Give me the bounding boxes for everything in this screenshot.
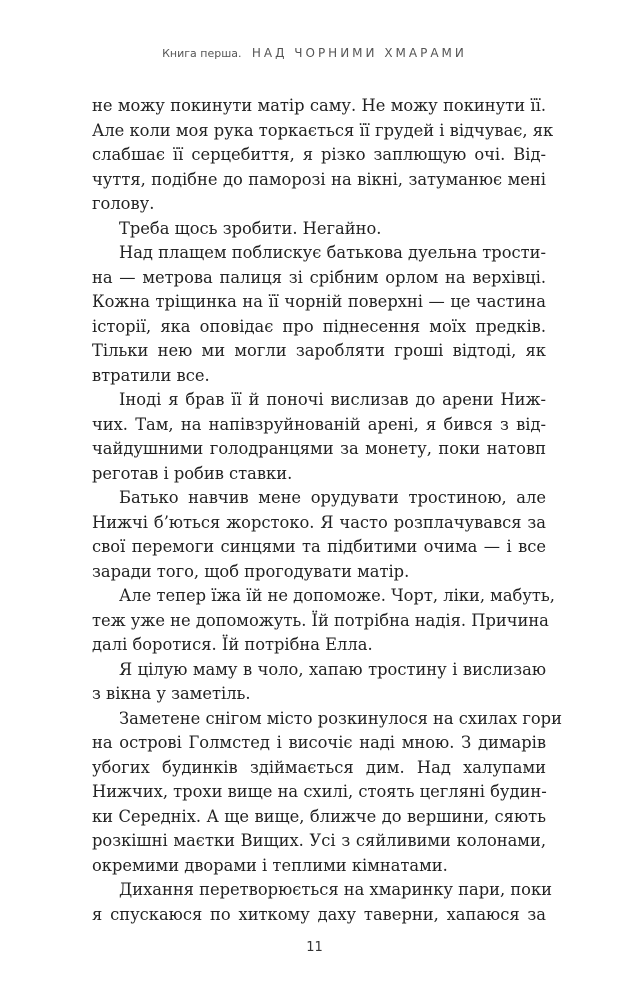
text-line: не можу покинути матір саму. Не можу покинути її. bbox=[92, 96, 546, 115]
paragraph bbox=[92, 388, 546, 486]
text-line: історії, яка оповідає про піднесення моїх предків. bbox=[92, 316, 546, 336]
text-line: Іноді я брав її й поночі вислизав до арени Ниж- bbox=[119, 390, 546, 409]
paragraph bbox=[92, 217, 546, 242]
page-number: 11 bbox=[306, 940, 323, 955]
text-line: убогих будинків здіймається дим. Над халупами bbox=[92, 757, 546, 777]
paragraph bbox=[92, 241, 546, 388]
text-line: чайдушними голодранцями за монету, поки натовп bbox=[92, 439, 546, 458]
text-line: Тільки нею ми могли заробляти гроші відтоді, як bbox=[92, 341, 546, 360]
running-header bbox=[0, 46, 629, 60]
text-line: Нижчих, трохи вище на схилі, стоять цегляні будин- bbox=[92, 782, 547, 801]
text-line: Кожна тріщинка на її чорній поверхні — це частина bbox=[92, 292, 546, 311]
text-line: з вікна у заметіль. bbox=[92, 684, 251, 703]
paragraph bbox=[92, 658, 546, 707]
text-line: чих. Там, на напівзруйнованій арені, я бився з від- bbox=[92, 414, 546, 434]
text-line: на острові Голмстед і височіє наді мною. З димарів bbox=[92, 733, 546, 752]
text-line: далі боротися. Їй потрібна Елла. bbox=[92, 635, 373, 654]
body-text bbox=[92, 94, 562, 927]
text-line: чуття, подібне до паморозі на вікні, затуманює мені bbox=[92, 169, 546, 189]
book-label: Книга перша. bbox=[162, 47, 242, 60]
text-line: Над плащем поблискує батькова дуельна трости- bbox=[119, 243, 546, 262]
text-line: слабшає її серцебиття, я різко заплющую очі. Від- bbox=[92, 145, 546, 164]
text-line: на — метрова палиця зі срібним орлом на верхівці. bbox=[92, 267, 546, 287]
text-line: Але тепер їжа їй не допоможе. Чорт, ліки, мабуть, bbox=[119, 586, 555, 605]
text-line: ки Середніх. А ще вище, ближче до вершини, сяють bbox=[92, 806, 546, 826]
text-line: розкішні маєтки Вищих. Усі з сяйливими колонами, bbox=[92, 831, 546, 850]
paragraph bbox=[92, 878, 553, 927]
paragraph bbox=[92, 707, 562, 879]
text-line: Я цілую маму в чоло, хапаю тростину і вислизаю bbox=[119, 659, 546, 679]
book-title: НАД ЧОРНИМИ ХМАРАМИ bbox=[251, 46, 467, 60]
paragraph bbox=[92, 94, 554, 217]
text-line: Дихання перетворюється на хмаринку пари, поки bbox=[119, 880, 553, 899]
text-line: Батько навчив мене орудувати тростиною, але bbox=[119, 488, 546, 507]
paragraph bbox=[92, 584, 555, 658]
text-line: теж уже не допоможуть. Їй потрібна надія. Причина bbox=[92, 610, 549, 630]
text-line: голову. bbox=[92, 194, 155, 213]
text-line: я спускаюся по хиткому даху таверни, хапаюся за bbox=[92, 904, 546, 924]
text-line: Заметене снігом місто розкинулося на схилах гори bbox=[119, 708, 562, 728]
text-line: Треба щось зробити. Негайно. bbox=[119, 218, 382, 238]
text-line: Але коли моя рука торкається її грудей і відчуває, як bbox=[92, 120, 554, 140]
text-line: Нижчі б’ються жорстоко. Я часто розплачувався за bbox=[92, 512, 546, 532]
text-line: свої перемоги синцями та підбитими очима — і все bbox=[92, 537, 546, 556]
paragraph bbox=[92, 486, 546, 584]
text-line: окремими дворами і теплими кімнатами. bbox=[92, 855, 448, 875]
text-line: реготав і робив ставки. bbox=[92, 463, 293, 483]
text-line: втратили все. bbox=[92, 365, 210, 385]
text-line: заради того, щоб прогодувати матір. bbox=[92, 561, 410, 581]
